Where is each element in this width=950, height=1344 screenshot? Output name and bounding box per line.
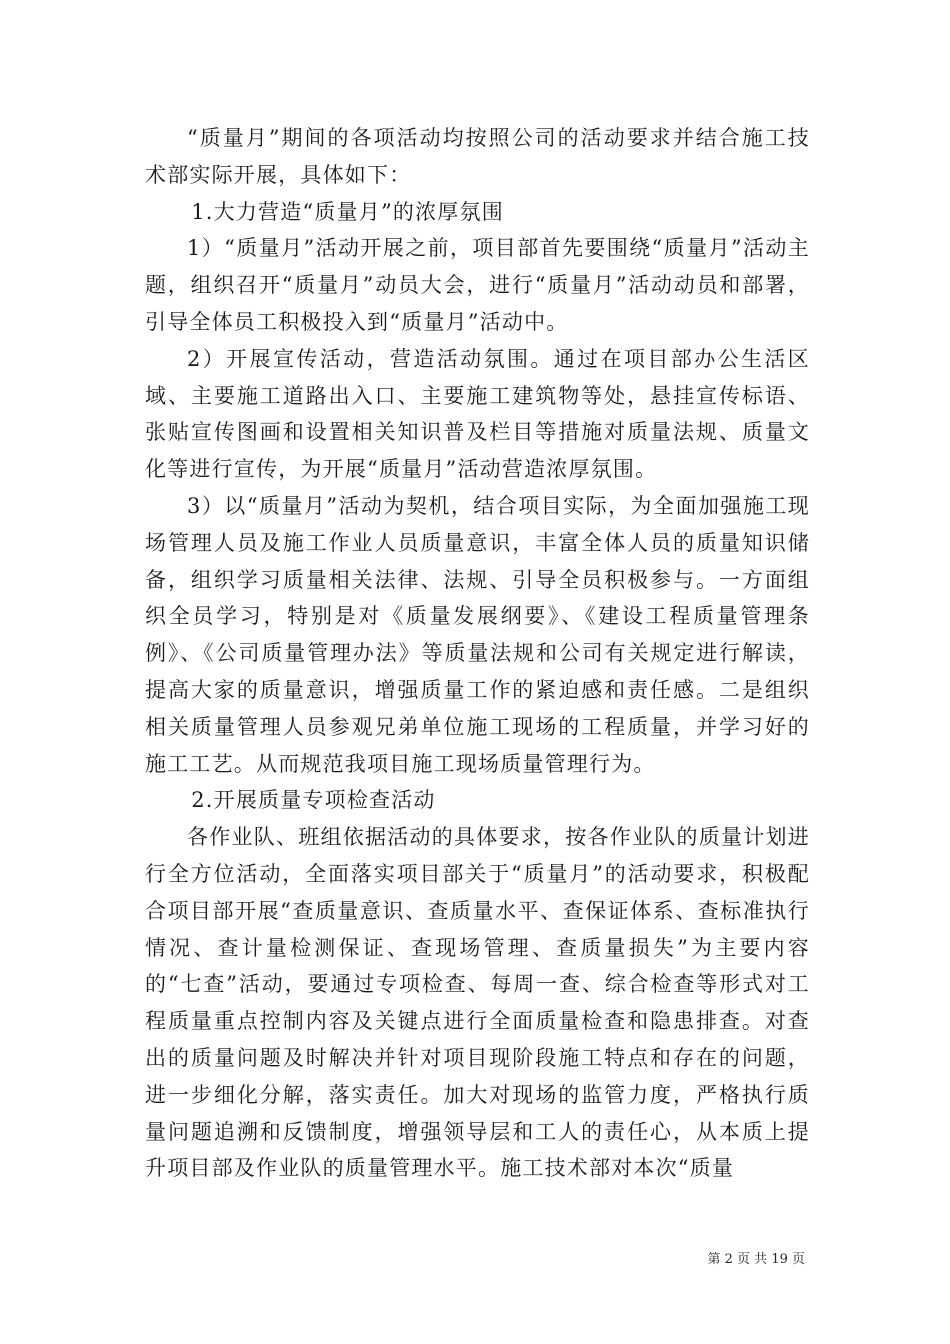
paragraph-item-3: 3）以“质量月”活动为契机，结合项目实际，为全面加强施工现场管理人员及施工作业人员质量意识，丰富全体人员的质量知识储备，组织学习质量相关法律、法规、引导全员积极参与。一方面组织全员学习，特别是对《质量发展纲要》、《建设工程质量管理条例》、《公司质量管理办法》等质量法规和公司有关规定进行解读，提高大家的质量意识，增强质量工作的紧迫感和责任感。二是组织相关质量管理人员参观兄弟单位施工现场的工程质量，并学习好的施工工艺。从而规范我项目施工现场质量管理行为。	[145, 493, 810, 776]
paragraph-item-1: 1）“质量月”活动开展之前，项目部首先要围绕“质量月”活动主题，组织召开“质量月”动员大会，进行“质量月”活动动员和部署，引导全体员工积极投入到“质量月”活动中。	[145, 236, 810, 334]
paragraph-item-2: 2）开展宣传活动，营造活动氛围。通过在项目部办公生活区域、主要施工道路出入口、主要施工建筑物等处，悬挂宣传标语、张贴宣传图画和设置相关知识普及栏目等措施对质量法规、质量文化等进行宣传，为开展“质量月”活动营造浓厚氛围。	[145, 346, 810, 482]
document-body	[145, 120, 810, 1187]
section-heading-1: 1.大力营造“质量月”的浓厚氛围	[191, 199, 504, 224]
paragraph-intro: “质量月”期间的各项活动均按照公司的活动要求并结合施工技术部实际开展，具体如下：	[145, 126, 810, 187]
paragraph-inspection: 各作业队、班组依据活动的具体要求，按各作业队的质量计划进行全方位活动，全面落实项目部关于“质量月”的活动要求，积极配合项目部开展“查质量意识、查质量水平、查保证体系、查标准执行情况、查计量检测保证、查现场管理、查质量损失”为主要内容的“七查”活动，要通过专项检查、每周一查、综合检查等形式对工程质量重点控制内容及关键点进行全面质量检查和隐患排查。对查出的质量问题及时解决并针对项目现阶段施工特点和存在的问题，进一步细化分解，落实责任。加大对现场的监管力度，严格执行质量问题追溯和反馈制度，增强领导层和工人的责任心，从本质上提升项目部及作业队的质量管理水平。施工技术部对本次“质量	[145, 825, 810, 1181]
page-number-footer: 第 2 页 共 19 页	[707, 1252, 805, 1267]
section-heading-2: 2.开展质量专项检查活动	[191, 788, 436, 813]
